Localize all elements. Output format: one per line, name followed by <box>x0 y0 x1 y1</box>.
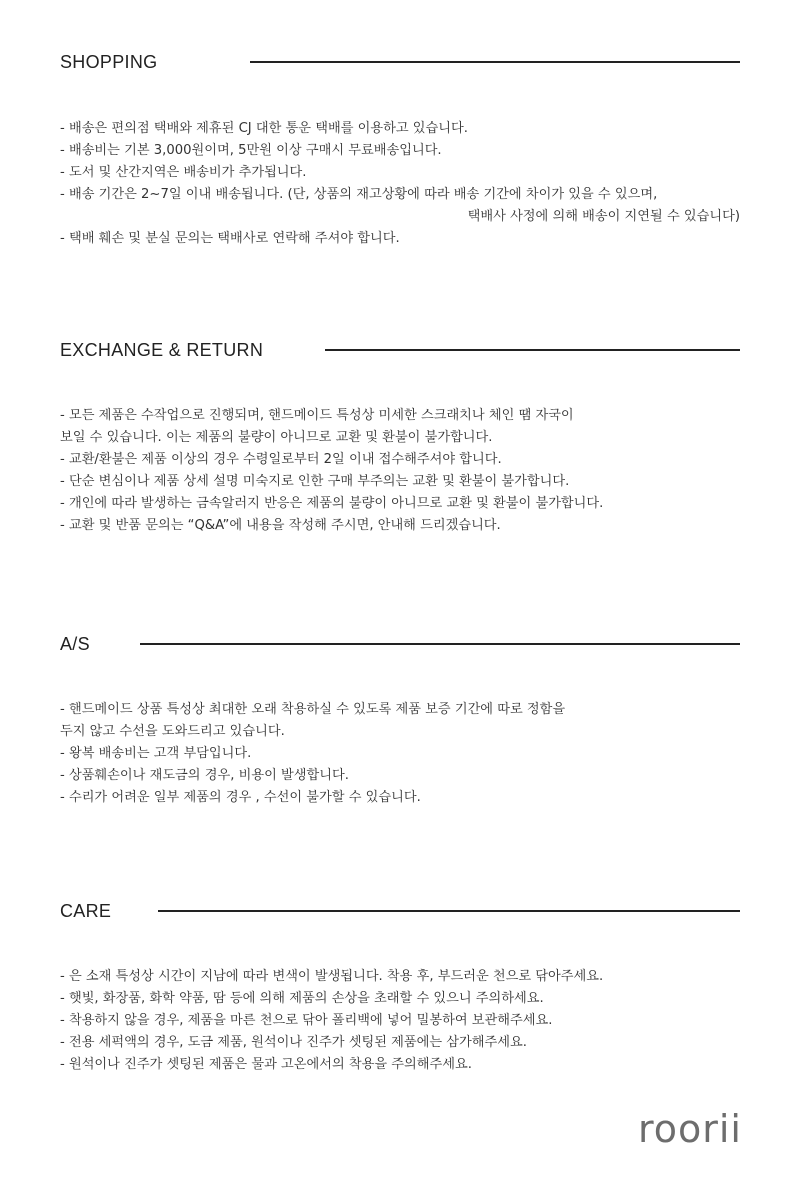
care-line: - 은 소재 특성상 시간이 지남에 따라 변색이 발생됩니다. 착용 후, 부드러운 천으로 닦아주세요. <box>60 969 604 984</box>
shopping-section <box>60 50 740 250</box>
exchange-header <box>60 338 740 362</box>
exchange-line: 보일 수 있습니다. 이는 제품의 불량이 아니므로 교환 및 환불이 불가합니다. <box>60 430 493 445</box>
as-title: A/S <box>60 634 90 654</box>
shopping-line: - 택배 훼손 및 분실 문의는 택배사로 연락해 주셔야 합니다. <box>60 231 400 246</box>
shopping-divider <box>250 61 740 63</box>
as-line: - 상품훼손이나 재도금의 경우, 비용이 발생합니다. <box>60 768 349 783</box>
as-line: - 수리가 어려운 일부 제품의 경우 , 수선이 불가할 수 있습니다. <box>60 790 421 805</box>
exchange-section <box>60 338 740 537</box>
as-header <box>60 632 740 656</box>
care-line: - 원석이나 진주가 셋팅된 제품은 물과 고온에서의 착용을 주의해주세요. <box>60 1057 472 1072</box>
as-line: - 왕복 배송비는 고객 부담입니다. <box>60 746 252 761</box>
care-header <box>60 899 740 923</box>
care-section <box>60 899 740 1076</box>
exchange-line: - 교환/환불은 제품 이상의 경우 수령일로부터 2일 이내 접수해주셔야 합니다. <box>60 452 502 467</box>
as-section <box>60 632 740 809</box>
care-line: - 전용 세퍽액의 경우, 도금 제품, 원석이나 진주가 셋팅된 제품에는 삼가해주세요. <box>60 1035 527 1050</box>
care-line: - 햇빛, 화장품, 화학 약품, 땀 등에 의해 제품의 손상을 초래할 수 있으니 주의하세요. <box>60 991 544 1006</box>
exchange-line: - 개인에 따라 발생하는 금속알러지 반응은 제품의 불량이 아니므로 교환 및 환불이 불가합니다. <box>60 496 604 511</box>
shopping-line: - 배송은 편의점 택배와 제휴된 CJ 대한 통운 택배를 이용하고 있습니다. <box>60 121 468 136</box>
as-line: 두지 않고 수선을 도와드리고 있습니다. <box>60 724 285 739</box>
shopping-line: - 배송 기간은 2~7일 이내 배송됩니다. (단, 상품의 재고상황에 따라 배송 기간에 차이가 있을 수 있으며, <box>60 187 658 202</box>
shopping-line: - 도서 및 산간지역은 배송비가 추가됩니다. <box>60 165 307 180</box>
shopping-line: 택배사 사정에 의해 배송이 지연될 수 있습니다) <box>467 209 740 224</box>
exchange-line: - 단순 변심이나 제품 상세 설명 미숙지로 인한 구매 부주의는 교환 및 환불이 불가합니다. <box>60 474 570 489</box>
care-title: CARE <box>60 901 112 921</box>
exchange-line: - 교환 및 반품 문의는 “Q&A”에 내용을 작성해 주시면, 안내해 드리겠습니다. <box>60 518 501 533</box>
exchange-line: - 모든 제품은 수작업으로 진행되며, 핸드메이드 특성상 미세한 스크래치나 체인 땜 자국이 <box>60 408 574 423</box>
shopping-lines <box>60 118 740 250</box>
brand-logo: roorii <box>637 1107 742 1151</box>
exchange-lines <box>60 405 740 537</box>
as-line: - 핸드메이드 상품 특성상 최대한 오래 착용하실 수 있도록 제품 보증 기간에 따로 정함을 <box>60 702 566 717</box>
as-lines <box>60 699 740 809</box>
exchange-title: EXCHANGE & RETURN <box>60 340 264 360</box>
exchange-divider <box>325 349 740 351</box>
shopping-title: SHOPPING <box>60 52 158 72</box>
care-lines <box>60 966 740 1076</box>
shopping-line: - 배송비는 기본 3,000원이며, 5만원 이상 구매시 무료배송입니다. <box>60 143 442 158</box>
as-divider <box>140 643 740 645</box>
care-divider <box>158 910 740 912</box>
care-line: - 착용하지 않을 경우, 제품을 마른 천으로 닦아 폴리백에 넣어 밀봉하여 보관해주세요. <box>60 1013 553 1028</box>
shopping-header <box>60 50 740 74</box>
